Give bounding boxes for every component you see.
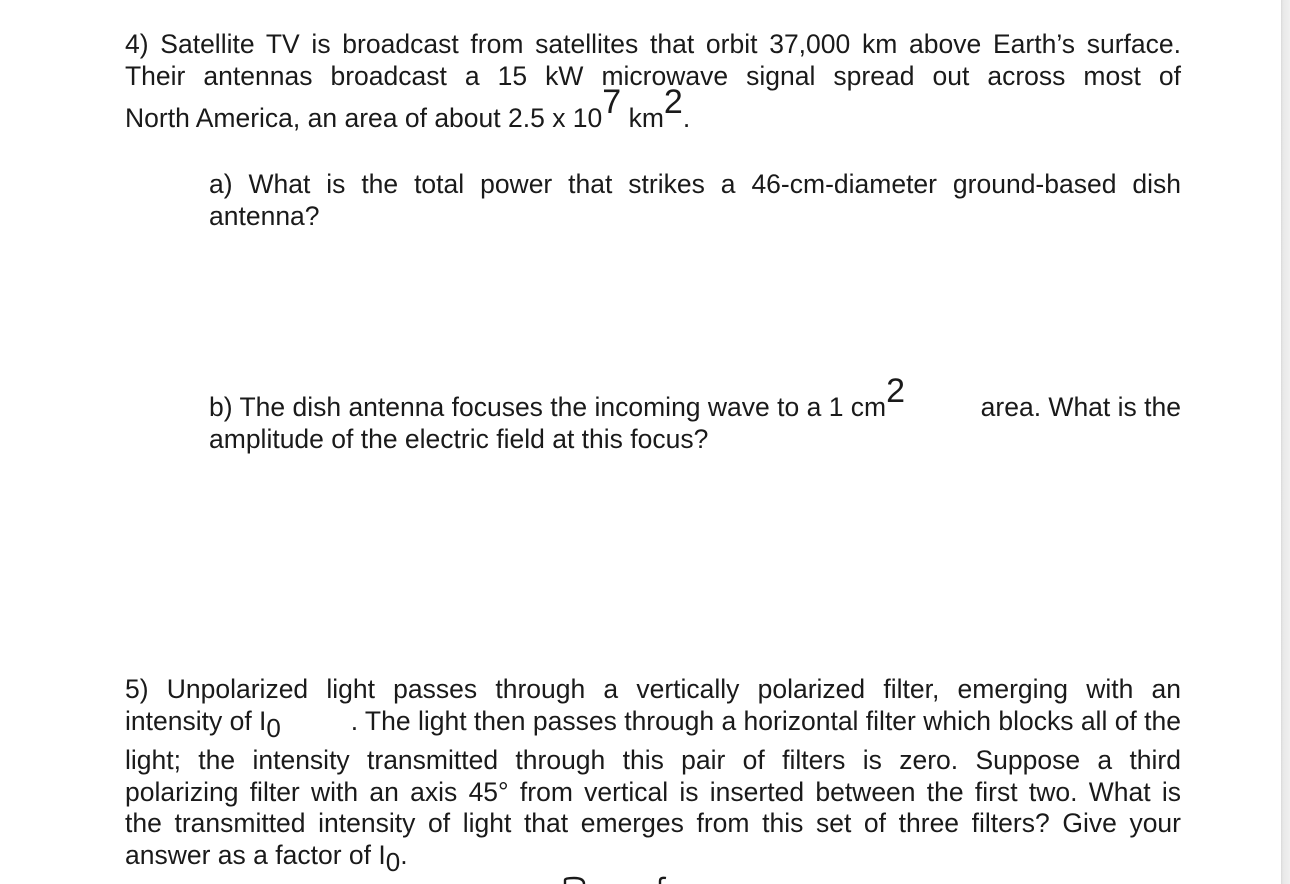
- subscript-0: 0: [385, 846, 401, 877]
- question-4-line-2: Their antennas broadcast a 15 kW microwave signal spread out across most of: [125, 60, 1181, 91]
- question-4a-line-1: a) What is the total power that strikes a 46-cm-diameter ground-based dish: [209, 169, 1181, 199]
- question-5-line-5: the transmitted intensity of light that emerges from this set of three filters? Give your: [125, 808, 1181, 838]
- question-4a: [209, 169, 1181, 232]
- question-4b-line-1-end: area. What is the: [980, 392, 1181, 422]
- exponent-7: 7: [602, 83, 622, 121]
- question-4-unit: km: [621, 103, 664, 133]
- question-5: [125, 674, 1181, 877]
- page-edge-shadow: [1281, 0, 1290, 884]
- exponent-2: 2: [663, 83, 683, 121]
- question-4-line-3: [125, 83, 1181, 142]
- question-5-line-2-text: intensity of I: [125, 705, 267, 736]
- question-5-line-4: polarizing filter with an axis 45° from vertical is inserted between the first two. What is: [125, 776, 1181, 807]
- question-5-line-6: [125, 839, 1181, 877]
- exponent-2: 2: [886, 372, 906, 410]
- question-4: [125, 29, 1181, 142]
- question-5-line-1: 5) Unpolarized light passes through a vertically polarized filter, emerging with an: [125, 674, 1181, 704]
- question-4b: [209, 372, 1181, 455]
- question-5-line-2: [125, 705, 1181, 743]
- question-5-line-2-end: . The light then passes through a horizontal filter which blocks all of the: [350, 705, 1181, 736]
- question-5-line-3: light; the intensity transmitted through this pair of filters is zero. Suppose a third: [125, 745, 1181, 775]
- question-4-line-3-text: North America, an area of about 2.5 x 10: [125, 103, 603, 133]
- question-5-period: .: [400, 839, 408, 870]
- question-4b-line-2: amplitude of the electric field at this focus?: [209, 423, 709, 454]
- question-4a-line-2: antenna?: [209, 200, 320, 231]
- subscript-0: 0: [266, 712, 281, 743]
- question-4b-line-1: [209, 372, 1181, 424]
- question-5-line-6-text: answer as a factor of I: [125, 839, 386, 870]
- question-4-line-1: 4) Satellite TV is broadcast from satellites that orbit 37,000 km above Earth’s surface.: [125, 29, 1181, 59]
- question-4-period: .: [682, 103, 691, 133]
- cropped-text-fragment: [560, 868, 680, 884]
- question-4b-line-1-text: b) The dish antenna focuses the incoming wave to a 1 cm: [209, 392, 887, 422]
